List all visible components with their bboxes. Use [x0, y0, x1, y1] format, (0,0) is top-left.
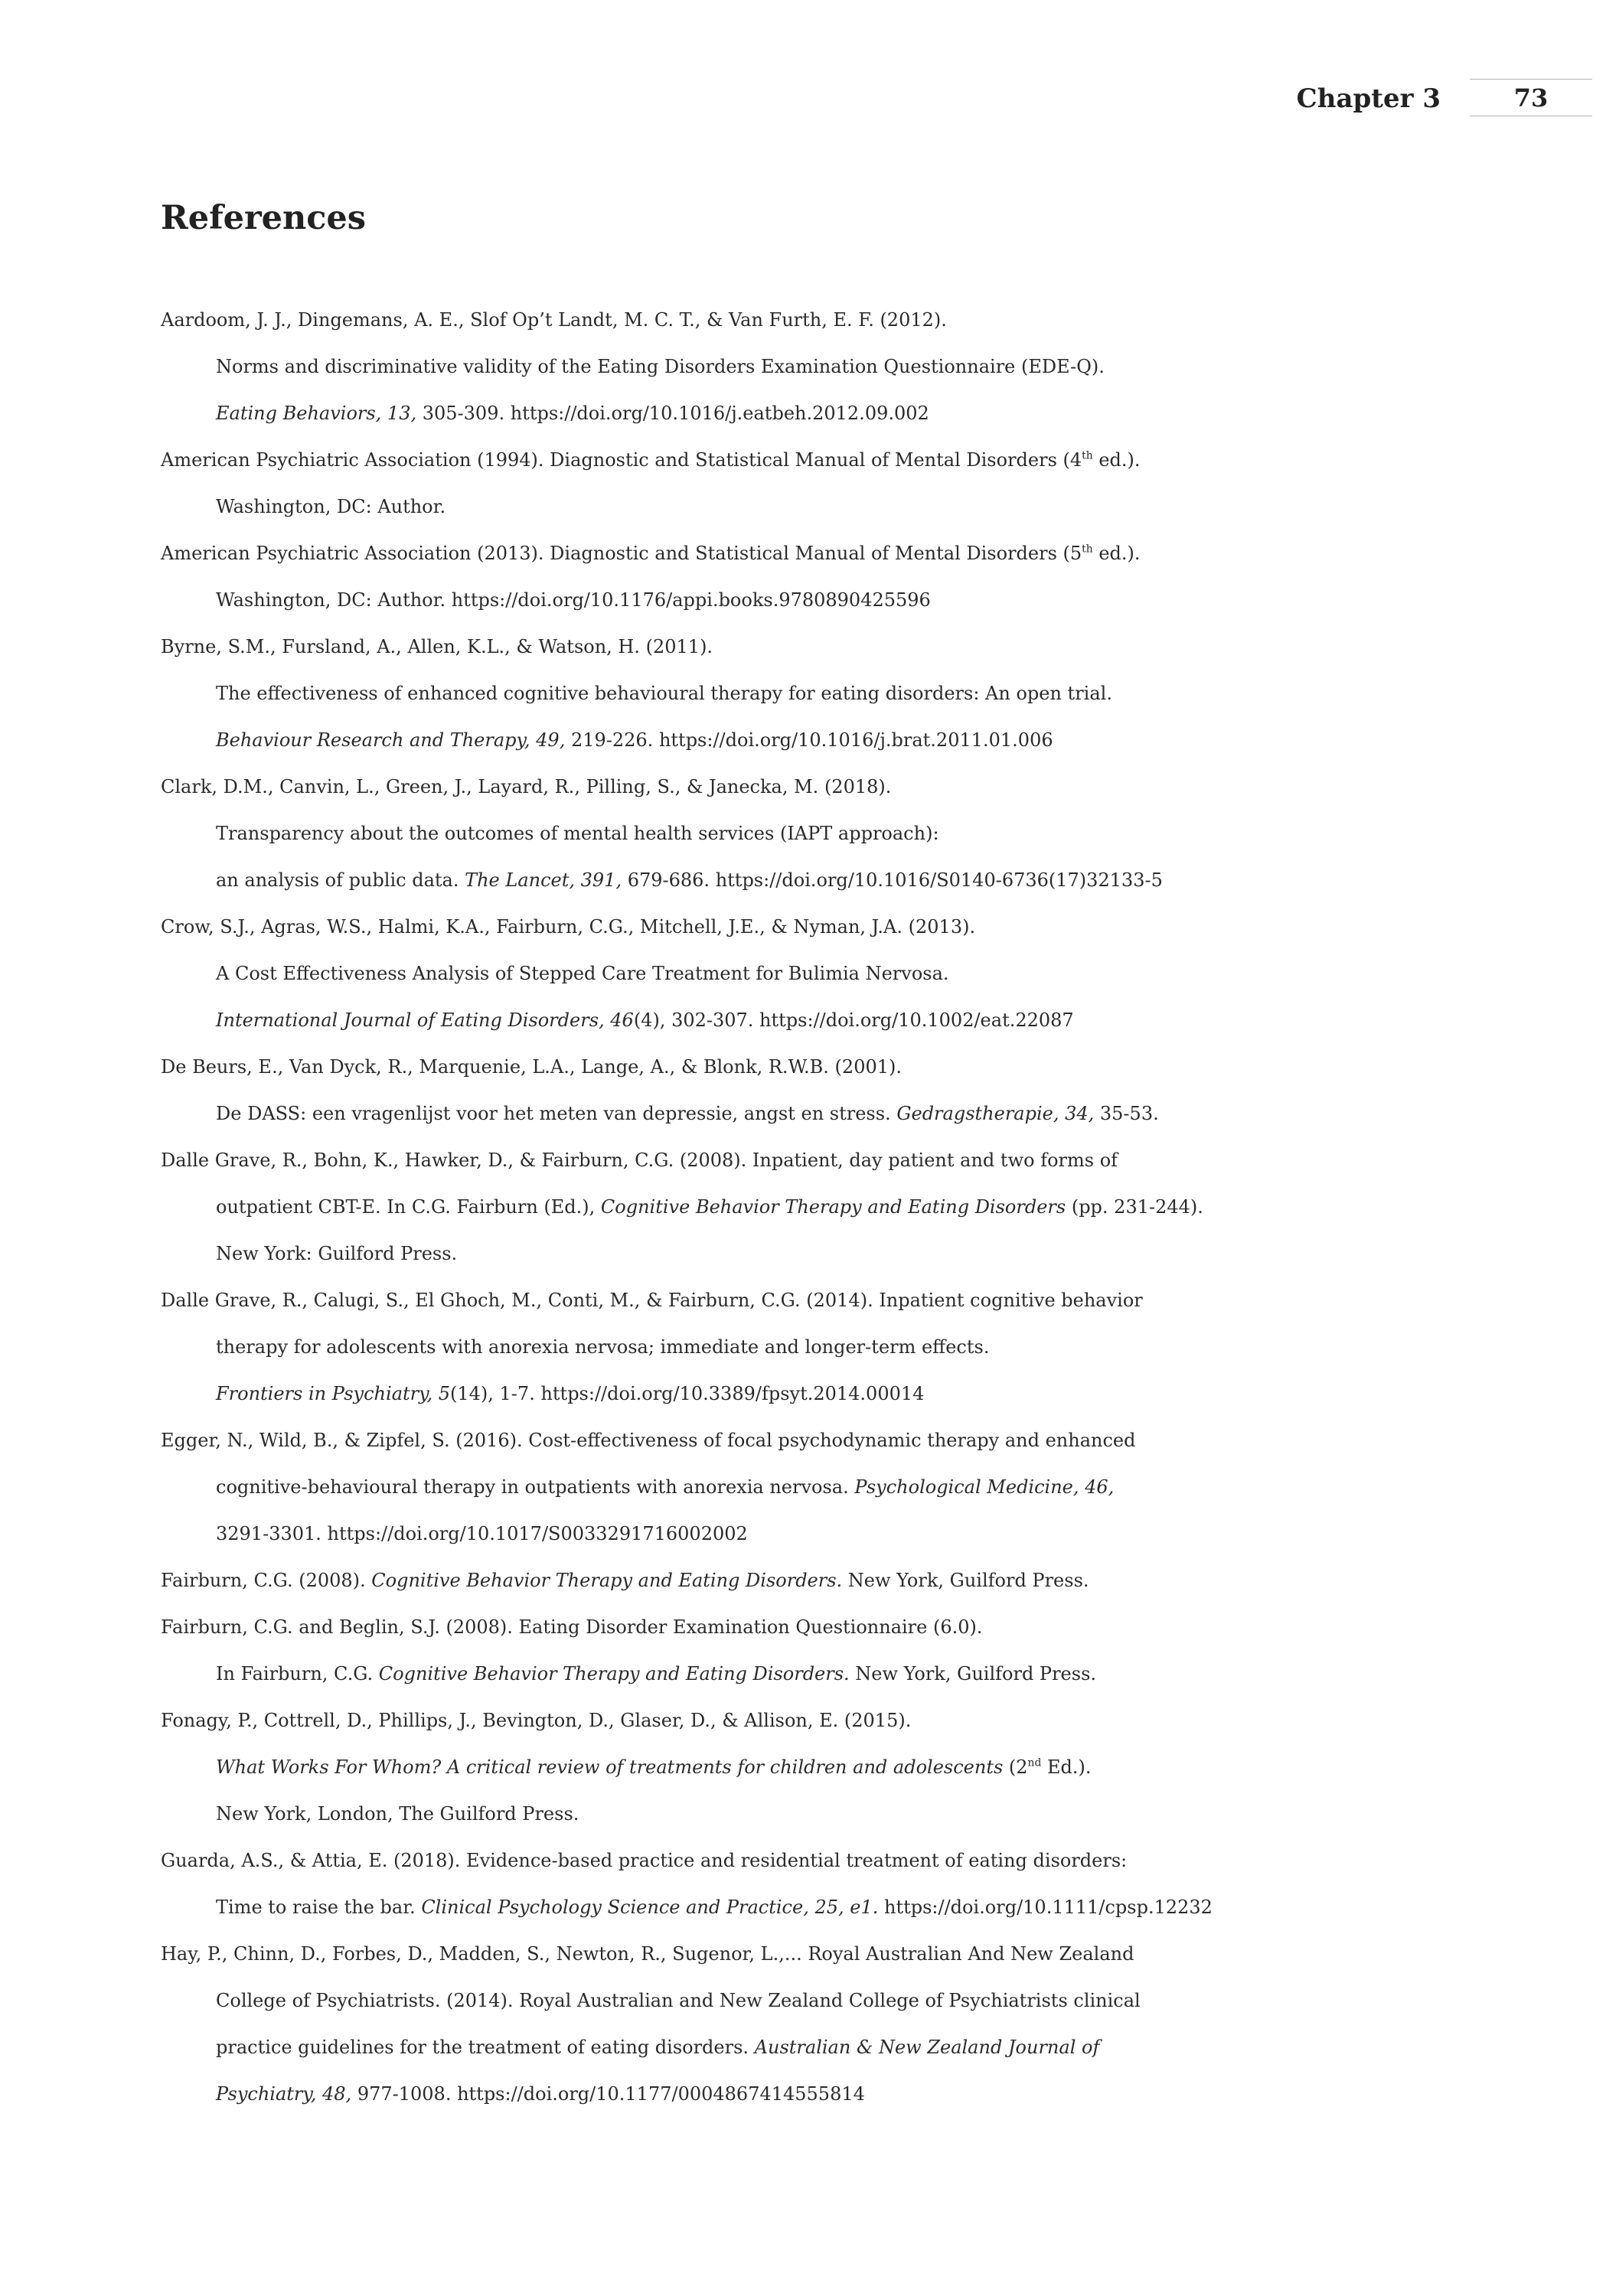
reference-line — [161, 810, 1447, 857]
chapter-label: Chapter 3 — [1296, 83, 1441, 114]
reference-line — [161, 484, 1447, 530]
reference-text: (2 — [1003, 1756, 1028, 1778]
reference-text: 305-309. https://doi.org/10.1016/j.eatbeh.2012.09.002 — [416, 403, 929, 424]
reference-text: outpatient CBT-E. In C.G. Fairburn (Ed.), — [216, 1196, 601, 1218]
reference-text: 977-1008. https://doi.org/10.1177/0004867414555814 — [351, 2083, 865, 2105]
reference-line — [161, 530, 1447, 577]
reference-source-title: What Works For Whom? A critical review of treatments for children and adolescents — [216, 1756, 1004, 1778]
reference-text: A Cost Effectiveness Analysis of Stepped Care Treatment for Bulimia Nervosa. — [216, 963, 949, 984]
reference-entry — [161, 297, 1447, 437]
reference-text: (pp. 231-244). — [1066, 1196, 1203, 1218]
reference-line — [161, 717, 1447, 764]
reference-source-title: International Journal of Eating Disorders, 46 — [216, 1009, 634, 1031]
reference-text: Washington, DC: Author. — [216, 496, 446, 517]
reference-text: ed.). — [1092, 449, 1141, 471]
reference-text: Clark, D.M., Canvin, L., Green, J., Layard, R., Pilling, S., & Janecka, M. (2018). — [161, 776, 892, 797]
page-number-rule-top — [1470, 79, 1592, 80]
reference-text: Aardoom, J. J., Dingemans, A. E., Slof Op’t Landt, M. C. T., & Van Furth, E. F. (2012). — [161, 309, 947, 331]
reference-text: https://doi.org/10.1111/cpsp.12232 — [878, 1896, 1213, 1918]
reference-line — [161, 997, 1447, 1044]
reference-text: Time to raise the bar. — [216, 1896, 422, 1918]
reference-line — [161, 1557, 1447, 1604]
reference-text: Crow, S.J., Agras, W.S., Halmi, K.A., Fairburn, C.G., Mitchell, J.E., & Nyman, J.A. (2013). — [161, 916, 976, 938]
running-header — [1296, 80, 1592, 117]
reference-source-title: The Lancet, 391, — [465, 869, 622, 891]
reference-entry — [161, 530, 1447, 624]
reference-entry — [161, 764, 1447, 904]
reference-source-title: Clinical Psychology Science and Practice, 25, e1. — [421, 1896, 879, 1918]
reference-line — [161, 1931, 1447, 1978]
reference-line — [161, 1464, 1447, 1511]
reference-text: Egger, N., Wild, B., & Zipfel, S. (2016). Cost-effectiveness of focal psychodynamic therapy and enhanced — [161, 1430, 1136, 1451]
reference-line — [161, 1371, 1447, 1417]
reference-line — [161, 1978, 1447, 2024]
reference-list — [161, 297, 1447, 2118]
page-number: 73 — [1513, 83, 1549, 113]
reference-line — [161, 624, 1447, 670]
reference-source-title: Gedragstherapie, 34, — [896, 1103, 1095, 1124]
reference-text: Fairburn, C.G. and Beglin, S.J. (2008). Eating Disorder Examination Questionnaire (6.0). — [161, 1616, 983, 1638]
reference-line — [161, 951, 1447, 997]
reference-text: New York, London, The Guilford Press. — [216, 1803, 579, 1825]
reference-text: Washington, DC: Author. https://doi.org/10.1176/appi.books.9780890425596 — [216, 589, 931, 611]
reference-text: 679-686. https://doi.org/10.1016/S0140-6736(17)32133-5 — [622, 869, 1163, 891]
reference-text: 219-226. https://doi.org/10.1016/j.brat.2011.01.006 — [565, 729, 1053, 751]
reference-line — [161, 437, 1447, 484]
reference-line — [161, 670, 1447, 717]
reference-text: American Psychiatric Association (2013). Diagnostic and Statistical Manual of Mental Disorders (5 — [161, 543, 1082, 564]
reference-text: ed.). — [1092, 543, 1141, 564]
reference-text: an analysis of public data. — [216, 869, 465, 891]
reference-source-title: Cognitive Behavior Therapy and Eating Disorders. — [371, 1570, 843, 1591]
reference-text: Dalle Grave, R., Bohn, K., Hawker, D., & Fairburn, C.G. (2008). Inpatient, day patient and two forms of — [161, 1150, 1118, 1171]
reference-entry — [161, 1417, 1447, 1557]
reference-text: New York, Guilford Press. — [842, 1570, 1089, 1591]
reference-line — [161, 904, 1447, 951]
reference-text: Fonagy, P., Cottrell, D., Phillips, J., Bevington, D., Glaser, D., & Allison, E. (2015). — [161, 1710, 912, 1731]
reference-text: De DASS: een vragenlijst voor het meten van depressie, angst en stress. — [216, 1103, 897, 1124]
reference-line — [161, 390, 1447, 437]
reference-text: Norms and discriminative validity of the Eating Disorders Examination Questionnaire (EDE-Q). — [216, 356, 1105, 377]
reference-text: New York, Guilford Press. — [849, 1663, 1097, 1684]
reference-source-title: Frontiers in Psychiatry, 5 — [216, 1383, 451, 1404]
reference-text: (14), 1-7. https://doi.org/10.3389/fpsyt.2014.00014 — [450, 1383, 925, 1404]
reference-line — [161, 2071, 1447, 2118]
reference-line — [161, 1137, 1447, 1184]
reference-line — [161, 1698, 1447, 1744]
reference-text: 35-53. — [1094, 1103, 1159, 1124]
reference-text: practice guidelines for the treatment of eating disorders. — [216, 2037, 755, 2058]
reference-entry — [161, 1557, 1447, 1604]
reference-line — [161, 577, 1447, 624]
reference-entry — [161, 904, 1447, 1044]
reference-line — [161, 1838, 1447, 1884]
reference-line — [161, 1044, 1447, 1091]
reference-line — [161, 1277, 1447, 1324]
reference-text: Fairburn, C.G. (2008). — [161, 1570, 372, 1591]
reference-superscript: th — [1082, 543, 1093, 556]
reference-line — [161, 764, 1447, 810]
reference-entry — [161, 1931, 1447, 2118]
reference-text: (4), 302-307. https://doi.org/10.1002/eat.22087 — [633, 1009, 1074, 1031]
reference-line — [161, 1884, 1447, 1931]
reference-entry — [161, 1137, 1447, 1277]
reference-line — [161, 1651, 1447, 1698]
reference-superscript: nd — [1027, 1756, 1042, 1769]
reference-text: Dalle Grave, R., Calugi, S., El Ghoch, M., Conti, M., & Fairburn, C.G. (2014). Inpatient cognitive behavior — [161, 1290, 1143, 1311]
reference-text: therapy for adolescents with anorexia nervosa; immediate and longer-term effects. — [216, 1336, 990, 1358]
reference-text: In Fairburn, C.G. — [216, 1663, 379, 1684]
reference-line — [161, 2024, 1447, 2071]
section-title: References — [161, 199, 366, 237]
reference-text: Transparency about the outcomes of mental health services (IAPT approach): — [216, 823, 939, 844]
reference-text: Byrne, S.M., Fursland, A., Allen, K.L., & Watson, H. (2011). — [161, 636, 713, 657]
reference-entry — [161, 1604, 1447, 1698]
reference-source-title: Cognitive Behavior Therapy and Eating Disorders. — [378, 1663, 850, 1684]
reference-line — [161, 1091, 1447, 1137]
reference-text: Ed.). — [1041, 1756, 1092, 1778]
reference-entry — [161, 624, 1447, 764]
reference-text: Guarda, A.S., & Attia, E. (2018). Evidence-based practice and residential treatment of eating disorders: — [161, 1850, 1128, 1871]
reference-text: American Psychiatric Association (1994). Diagnostic and Statistical Manual of Mental Disorders (4 — [161, 449, 1082, 471]
reference-text: Hay, P., Chinn, D., Forbes, D., Madden, S., Newton, R., Sugenor, L.,... Royal Australian And New Zealand — [161, 1943, 1134, 1965]
reference-text: The effectiveness of enhanced cognitive behavioural therapy for eating disorders: An open trial. — [216, 683, 1112, 704]
reference-entry — [161, 1044, 1447, 1137]
reference-line — [161, 1231, 1447, 1277]
reference-line — [161, 297, 1447, 344]
reference-line — [161, 1511, 1447, 1557]
reference-line — [161, 1324, 1447, 1371]
reference-text: New York: Guilford Press. — [216, 1243, 458, 1264]
reference-source-title: Cognitive Behavior Therapy and Eating Disorders — [600, 1196, 1066, 1218]
reference-line — [161, 1184, 1447, 1231]
reference-text: De Beurs, E., Van Dyck, R., Marquenie, L.A., Lange, A., & Blonk, R.W.B. (2001). — [161, 1056, 902, 1078]
reference-superscript: th — [1082, 449, 1093, 462]
reference-text: 3291-3301. https://doi.org/10.1017/S0033291716002002 — [216, 1523, 748, 1544]
reference-entry — [161, 437, 1447, 530]
reference-line — [161, 857, 1447, 904]
reference-entry — [161, 1277, 1447, 1417]
reference-text: cognitive-behavioural therapy in outpatients with anorexia nervosa. — [216, 1476, 855, 1498]
reference-line — [161, 1417, 1447, 1464]
reference-entry — [161, 1698, 1447, 1838]
reference-source-title: Psychological Medicine, 46, — [854, 1476, 1115, 1498]
reference-source-title: Behaviour Research and Therapy, 49, — [216, 729, 566, 751]
reference-text: College of Psychiatrists. (2014). Royal Australian and New Zealand College of Psychiatrists clinical — [216, 1990, 1141, 2011]
reference-source-title: Psychiatry, 48, — [216, 2083, 352, 2105]
reference-entry — [161, 1838, 1447, 1931]
reference-line — [161, 1744, 1447, 1791]
reference-line — [161, 1791, 1447, 1838]
reference-source-title: Eating Behaviors, 13, — [216, 403, 417, 424]
reference-line — [161, 344, 1447, 390]
reference-source-title: Australian & New Zealand Journal of — [754, 2037, 1100, 2058]
reference-line — [161, 1604, 1447, 1651]
